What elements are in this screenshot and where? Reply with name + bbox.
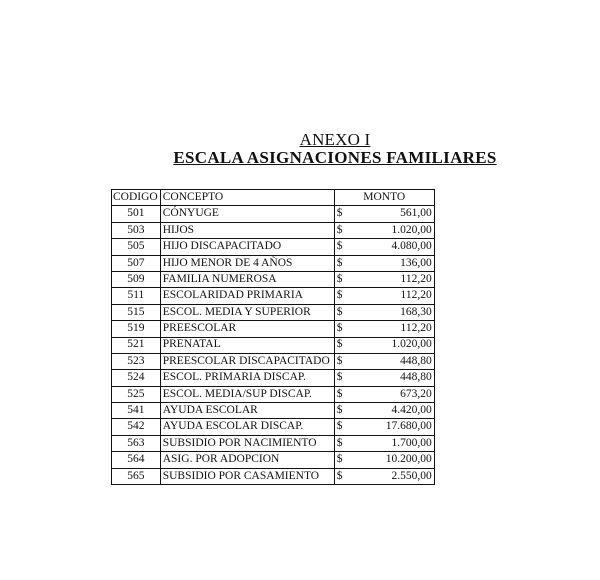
table-row xyxy=(112,370,435,386)
concept-cell: ESCOL. MEDIA Y SUPERIOR xyxy=(160,304,334,320)
column-header-concept: CONCEPTO xyxy=(160,190,334,206)
table-row xyxy=(112,206,435,222)
code-cell: 505 xyxy=(112,239,161,255)
concept-cell: HIJOS xyxy=(160,222,334,238)
table-row xyxy=(112,337,435,353)
concept-cell: FAMILIA NUMEROSA xyxy=(160,271,334,287)
amount-cell: 561,00 xyxy=(343,206,435,222)
table-row xyxy=(112,255,435,271)
allowances-table xyxy=(111,189,435,485)
amount-cell: 4.080,00 xyxy=(343,239,435,255)
code-cell: 563 xyxy=(112,435,161,451)
amount-cell: 4.420,00 xyxy=(343,403,435,419)
currency-cell: $ xyxy=(334,435,343,451)
currency-cell: $ xyxy=(334,206,343,222)
column-header-code: CODIGO xyxy=(112,190,161,206)
amount-cell: 1.020,00 xyxy=(343,337,435,353)
table-row xyxy=(112,353,435,369)
code-cell: 525 xyxy=(112,386,161,402)
concept-cell: ESCOL. PRIMARIA DISCAP. xyxy=(160,370,334,386)
table-row xyxy=(112,288,435,304)
amount-cell: 10.200,00 xyxy=(343,452,435,468)
currency-cell: $ xyxy=(334,370,343,386)
amount-cell: 1.020,00 xyxy=(343,222,435,238)
table-row xyxy=(112,304,435,320)
code-cell: 541 xyxy=(112,403,161,419)
amount-cell: 112,20 xyxy=(343,321,435,337)
currency-cell: $ xyxy=(334,468,343,484)
table-row xyxy=(112,419,435,435)
table-row xyxy=(112,468,435,484)
code-cell: 542 xyxy=(112,419,161,435)
concept-cell: HIJO DISCAPACITADO xyxy=(160,239,334,255)
currency-cell: $ xyxy=(334,239,343,255)
code-cell: 509 xyxy=(112,271,161,287)
currency-cell: $ xyxy=(334,337,343,353)
currency-cell: $ xyxy=(334,452,343,468)
table-row xyxy=(112,435,435,451)
table-row xyxy=(112,452,435,468)
code-cell: 523 xyxy=(112,353,161,369)
currency-cell: $ xyxy=(334,403,343,419)
table-row xyxy=(112,271,435,287)
amount-cell: 448,80 xyxy=(343,353,435,369)
concept-cell: SUBSIDIO POR CASAMIENTO xyxy=(160,468,334,484)
code-cell: 565 xyxy=(112,468,161,484)
currency-cell: $ xyxy=(334,222,343,238)
concept-cell: AYUDA ESCOLAR DISCAP. xyxy=(160,419,334,435)
amount-cell: 136,00 xyxy=(343,255,435,271)
code-cell: 507 xyxy=(112,255,161,271)
currency-cell: $ xyxy=(334,321,343,337)
code-cell: 524 xyxy=(112,370,161,386)
code-cell: 501 xyxy=(112,206,161,222)
table-row xyxy=(112,386,435,402)
table-row xyxy=(112,403,435,419)
currency-cell: $ xyxy=(334,304,343,320)
currency-cell: $ xyxy=(334,255,343,271)
table-body xyxy=(112,206,435,485)
table-row xyxy=(112,222,435,238)
amount-cell: 2.550,00 xyxy=(343,468,435,484)
concept-cell: PREESCOLAR xyxy=(160,321,334,337)
amount-cell: 112,20 xyxy=(343,288,435,304)
code-cell: 503 xyxy=(112,222,161,238)
amount-cell: 1.700,00 xyxy=(343,435,435,451)
currency-cell: $ xyxy=(334,353,343,369)
table-row xyxy=(112,321,435,337)
concept-cell: SUBSIDIO POR NACIMIENTO xyxy=(160,435,334,451)
code-cell: 511 xyxy=(112,288,161,304)
amount-cell: 17.680,00 xyxy=(343,419,435,435)
code-cell: 515 xyxy=(112,304,161,320)
currency-cell: $ xyxy=(334,271,343,287)
concept-cell: CÓNYUGE xyxy=(160,206,334,222)
code-cell: 521 xyxy=(112,337,161,353)
concept-cell: ESCOLARIDAD PRIMARIA xyxy=(160,288,334,304)
currency-cell: $ xyxy=(334,386,343,402)
table-row xyxy=(112,239,435,255)
concept-cell: HIJO MENOR DE 4 AÑOS xyxy=(160,255,334,271)
currency-cell: $ xyxy=(334,288,343,304)
amount-cell: 112,20 xyxy=(343,271,435,287)
document-subtitle: ESCALA ASIGNACIONES FAMILIARES xyxy=(173,148,497,167)
amount-cell: 168,30 xyxy=(343,304,435,320)
document-title: ANEXO I xyxy=(299,130,371,149)
amount-cell: 673,20 xyxy=(343,386,435,402)
code-cell: 519 xyxy=(112,321,161,337)
concept-cell: ESCOL. MEDIA/SUP DISCAP. xyxy=(160,386,334,402)
concept-cell: PREESCOLAR DISCAPACITADO xyxy=(160,353,334,369)
table-header-row xyxy=(112,190,435,206)
code-cell: 564 xyxy=(112,452,161,468)
amount-cell: 448,80 xyxy=(343,370,435,386)
concept-cell: PRENATAL xyxy=(160,337,334,353)
concept-cell: ASIG. POR ADOPCION xyxy=(160,452,334,468)
column-header-amount: MONTO xyxy=(334,190,434,206)
concept-cell: AYUDA ESCOLAR xyxy=(160,403,334,419)
currency-cell: $ xyxy=(334,419,343,435)
